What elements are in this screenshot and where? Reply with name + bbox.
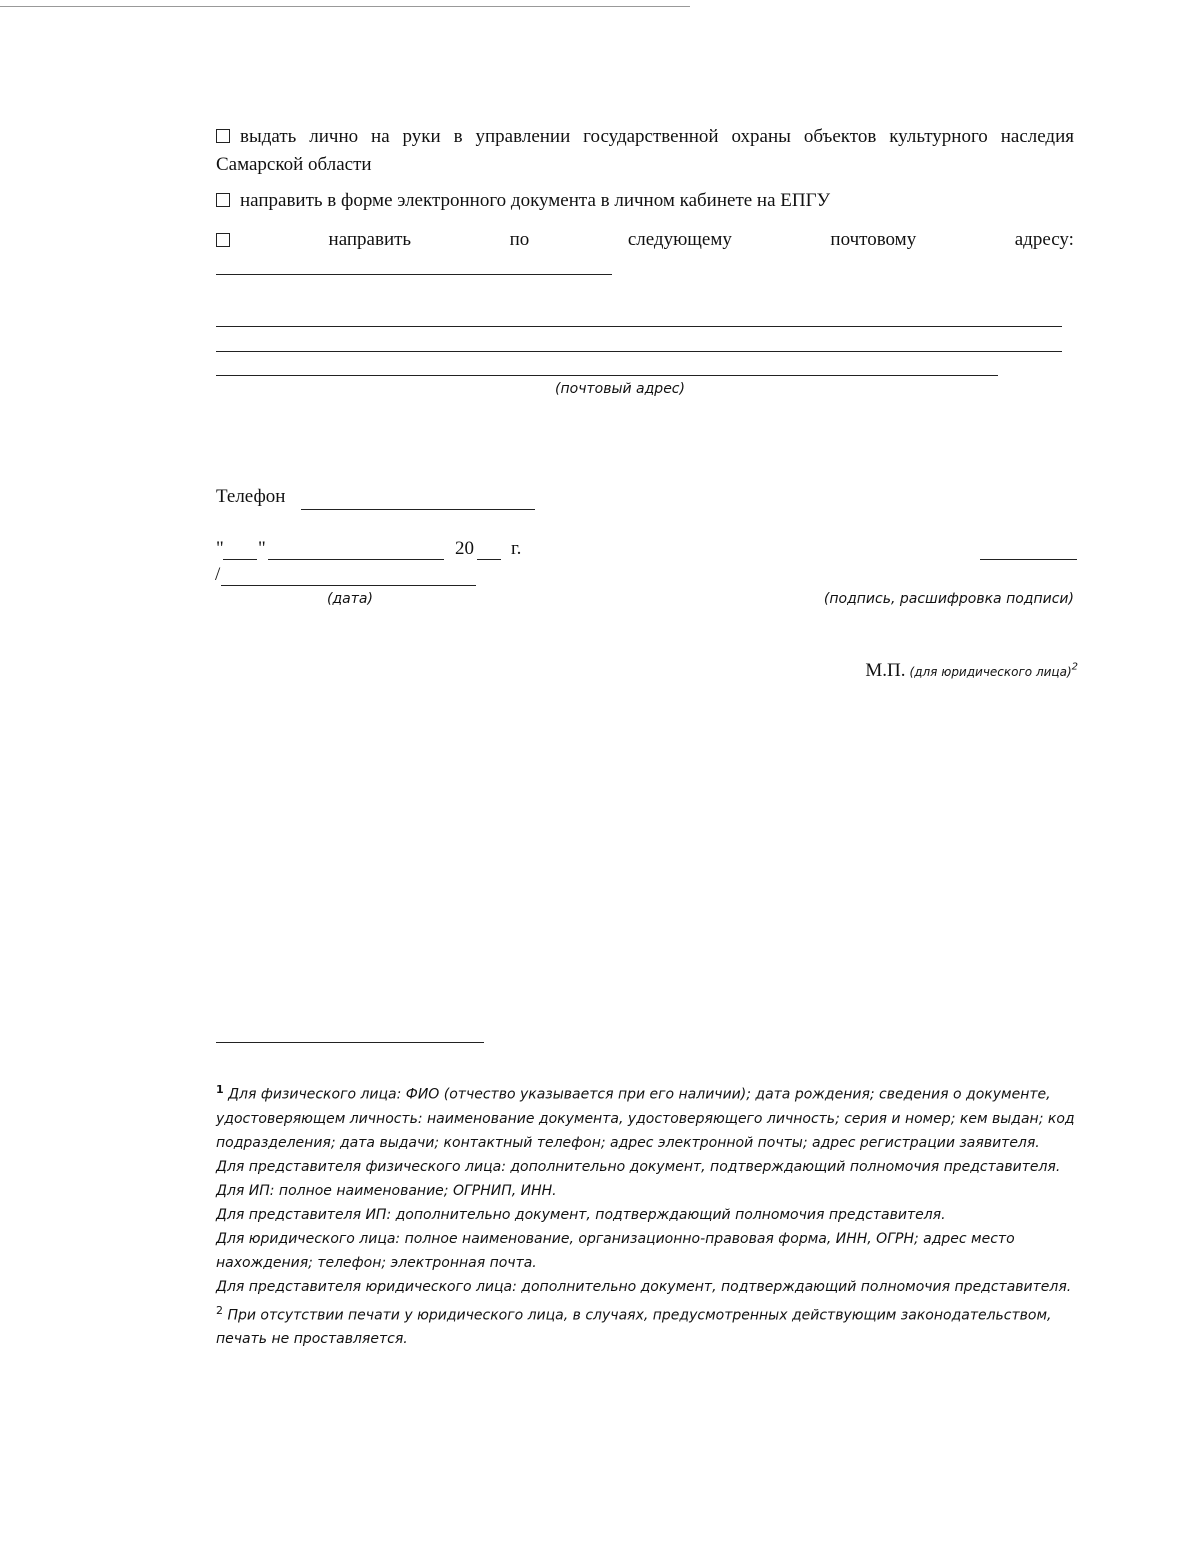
- phone-label: Телефон: [216, 486, 286, 507]
- footnotes: [216, 1078, 1086, 1351]
- option-postal[interactable]: [216, 226, 1074, 254]
- stamp-footnote-ref: 2: [1071, 661, 1078, 673]
- stamp-label: М.П.: [865, 660, 906, 681]
- option-hand-delivery[interactable]: [216, 123, 1074, 179]
- footnote-1-rep-legal: Для представителя юридического лица: дополнительно документ, подтверждающий полномочия представителя.: [216, 1278, 1072, 1295]
- footnote-1-text: Для физического лица: ФИО (отчество указывается при его наличии); дата рождения; сведения о документе, удостоверяющем личность: наименование документа, удостоверяющего личность; серия и номер; кем выдан; код подразделения; дата выдачи; контактный телефон; адрес электронной почты; адрес регистрации заявителя.: [216, 1086, 1075, 1151]
- footnote-1-mark: 1: [216, 1083, 224, 1096]
- date-year-line[interactable]: [477, 559, 501, 560]
- date-year-suffix: г.: [511, 538, 522, 559]
- footnote-1-legal: Для юридического лица: полное наименование, организационно-правовая форма, ИНН, ОГРН; адрес место нахождения; телефон; электронная почта.: [216, 1230, 1015, 1271]
- date-quote-open: ": [216, 538, 224, 559]
- date-caption: (дата): [327, 591, 373, 607]
- date-year-prefix: 20: [455, 538, 474, 559]
- footnote-1: [216, 1078, 1086, 1155]
- option-postal-word: направить: [328, 229, 412, 250]
- postal-address-caption: (почтовый адрес): [555, 381, 685, 397]
- footnote-2: [216, 1299, 1086, 1352]
- stamp-block: [820, 660, 1078, 682]
- signature-caption: (подпись, расшифровка подписи): [823, 591, 1074, 607]
- option-postal-word: по: [509, 229, 530, 250]
- footnote-1-rep-ip: Для представителя ИП: дополнительно документ, подтверждающий полномочия представителя.: [216, 1206, 946, 1223]
- footnote-1-ip: Для ИП: полное наименование; ОГРНИП, ИНН.: [216, 1182, 557, 1199]
- option-postal-word: следующему: [627, 229, 732, 250]
- date-quote-close: ": [258, 538, 266, 559]
- checkbox-icon[interactable]: [216, 129, 230, 143]
- footnote-separator: [216, 1042, 484, 1043]
- footnote-2-mark: 2: [216, 1303, 223, 1317]
- option-epgu[interactable]: [216, 187, 1074, 215]
- signature-decoding-line[interactable]: [221, 585, 476, 586]
- scan-edge-line: [0, 6, 690, 7]
- option-postal-word: почтовому: [830, 229, 917, 250]
- option-postal-word: адресу:: [1014, 229, 1074, 250]
- date-month-line[interactable]: [268, 559, 444, 560]
- footnote-2-text: При отсутствии печати у юридического лица, в случаях, предусмотренных действующим законодательством, печать не проставляется.: [216, 1307, 1052, 1348]
- checkbox-icon[interactable]: [216, 193, 230, 207]
- date-slash: /: [215, 564, 221, 585]
- footnote-1-rep-individual: Для представителя физического лица: дополнительно документ, подтверждающий полномочия представителя.: [216, 1158, 1061, 1175]
- date-day-line[interactable]: [223, 559, 257, 560]
- signature-line[interactable]: [980, 559, 1077, 560]
- postal-address-line[interactable]: [216, 326, 1062, 327]
- phone-input-line[interactable]: [301, 509, 535, 510]
- postal-address-line[interactable]: [216, 351, 1062, 352]
- option-epgu-label: направить в форме электронного документа в личном кабинете на ЕПГУ: [240, 190, 831, 211]
- stamp-note: (для юридического лица): [909, 665, 1072, 679]
- postal-address-line[interactable]: [216, 274, 612, 275]
- postal-address-line[interactable]: [216, 375, 998, 376]
- option-hand-delivery-label: выдать лично на руки в управлении государственной охраны объектов культурного наследия Самарской области: [216, 126, 1074, 175]
- checkbox-icon[interactable]: [216, 233, 230, 247]
